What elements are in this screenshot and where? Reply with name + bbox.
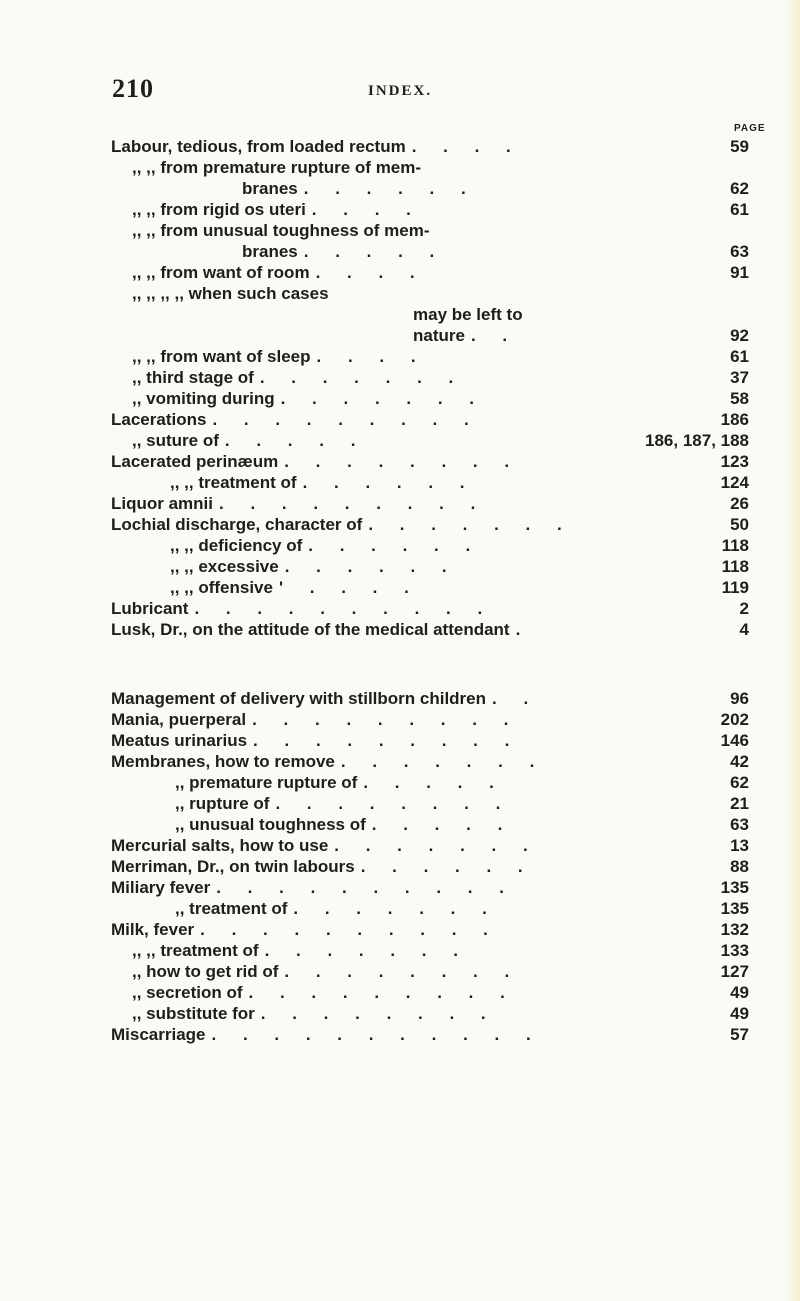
entry-text: Meatus urinarius [111, 731, 248, 750]
index-entry [132, 961, 749, 983]
index-entry [132, 283, 749, 305]
entry-page: 118 [721, 557, 749, 576]
entry-text: Lacerated perinæum [111, 452, 279, 471]
index-entry [132, 388, 749, 410]
entry-leader: . . . . . . [308, 536, 482, 555]
entry-leader: . . . . . . . . . [252, 710, 520, 729]
entry-text: ,, vomiting during [132, 389, 275, 408]
entry-page: 58 [730, 389, 749, 408]
entry-page: 4 [739, 620, 749, 639]
entry-text: ,, substitute for [132, 1004, 255, 1023]
entry-text: branes [242, 242, 298, 261]
entry-leader: . . . . [315, 263, 426, 282]
entry-page: 37 [730, 368, 749, 387]
entry-leader: ' . . . . [278, 578, 420, 597]
entry-leader: . . . . . . . . [284, 452, 521, 471]
index-entry [132, 199, 749, 221]
entry-text: Liquor amnii [111, 494, 213, 513]
entry-leader: . . . . . . [284, 557, 458, 576]
index-entry [132, 430, 749, 452]
page-number: 210 [112, 74, 154, 103]
entry-leader: . . . . . . . . . [212, 410, 480, 429]
index-entry [111, 514, 749, 536]
entry-leader: . . . . . . . [259, 368, 465, 387]
entry-leader: . . . . . . . . [260, 1004, 497, 1023]
entry-text: ,, ,, from unusual toughness of mem- [132, 221, 430, 240]
entry-leader: . . . . [316, 347, 427, 366]
entry-text: Miscarriage [111, 1025, 206, 1044]
index-entry [132, 940, 749, 962]
index-entry [175, 772, 749, 794]
entry-page: 63 [730, 815, 749, 834]
entry-page: 21 [730, 794, 749, 813]
entry-page: 61 [730, 347, 749, 366]
entry-page: 123 [720, 452, 749, 471]
entry-leader: . . . . . [303, 242, 446, 261]
entry-leader: . . . . . . . . [284, 962, 521, 981]
index-entry [132, 982, 749, 1004]
entry-text: ,, ,, ,, ,, when such cases [132, 284, 329, 303]
running-head: INDEX. [368, 83, 433, 99]
entry-page: 61 [730, 200, 749, 219]
entry-page: 135 [720, 899, 749, 918]
entry-page: 26 [730, 494, 749, 513]
index-entry [132, 262, 749, 284]
entry-text: Miliary fever [111, 878, 211, 897]
entry-leader: . . . . . . [360, 857, 534, 876]
index-entry [242, 178, 749, 200]
entry-leader: . . . . . [363, 773, 505, 792]
entry-text: ,, ,, deficiency of [170, 536, 303, 555]
index-entry [132, 346, 749, 368]
entry-text: ,, treatment of [175, 899, 288, 918]
entry-text: ,, ,, from premature rupture of mem- [132, 158, 422, 177]
entry-text: Lubricant [111, 599, 189, 618]
page-edge [786, 0, 800, 1301]
index-entry [111, 598, 749, 620]
entry-page: 186, 187, 188 [645, 431, 749, 450]
index-entry [132, 367, 749, 389]
entry-leader: . . . . . . . [340, 752, 546, 771]
index-entry [111, 877, 749, 899]
entry-page: 13 [730, 836, 749, 855]
entry-text: nature [413, 326, 465, 345]
page-column-label: PAGE [734, 123, 766, 134]
entry-text: ,, ,, from rigid os uteri [132, 200, 306, 219]
index-entry [175, 898, 749, 920]
entry-text: ,, ,, from want of room [132, 263, 310, 282]
entry-text: Merriman, Dr., on twin labours [111, 857, 355, 876]
entry-leader: . . . . . . [303, 179, 477, 198]
entry-page: 135 [720, 878, 749, 897]
entry-text: ,, unusual toughness of [175, 815, 366, 834]
entry-page: 146 [720, 731, 749, 750]
entry-page: 186 [720, 410, 749, 429]
index-entry [111, 493, 749, 515]
index-entry [175, 793, 749, 815]
index-entry [111, 619, 749, 641]
entry-leader: . . . . . [371, 815, 514, 834]
entry-page: 59 [730, 137, 749, 156]
index-entry [132, 157, 749, 179]
entry-page: 96 [730, 689, 749, 708]
entry-page: 62 [730, 773, 749, 792]
index-entry [132, 1003, 749, 1025]
index-entry [170, 472, 749, 494]
index-entry [170, 556, 749, 578]
entry-text: Lusk, Dr., on the attitude of the medical attendant [111, 620, 510, 639]
index-entry [111, 136, 749, 158]
entry-text: ,, ,, excessive [170, 557, 279, 576]
entry-leader: . . . . [311, 200, 422, 219]
index-entry [111, 451, 749, 473]
entry-page: 88 [730, 857, 749, 876]
entry-page: 49 [730, 983, 749, 1002]
index-entry [111, 856, 749, 878]
entry-text: ,, ,, from want of sleep [132, 347, 311, 366]
entry-text: Milk, fever [111, 920, 195, 939]
entry-page: 119 [721, 578, 749, 597]
entry-text: Management of delivery with stillborn children [111, 689, 487, 708]
entry-leader: . . . . . . . [334, 836, 539, 855]
index-entry [132, 220, 749, 242]
entry-text: ,, ,, offensive [170, 578, 273, 597]
index-entry [111, 919, 749, 941]
entry-leader: . . [470, 326, 519, 345]
entry-page: 118 [721, 536, 749, 555]
entry-leader: . . . . . . . [280, 389, 486, 408]
entry-leader: . . . . . . . . . [219, 494, 487, 513]
entry-text: ,, suture of [132, 431, 219, 450]
entry-page: 91 [730, 263, 749, 282]
entry-page: 63 [730, 242, 749, 261]
index-entry [111, 409, 749, 431]
entry-page: 49 [730, 1004, 749, 1023]
entry-text: Mania, puerperal [111, 710, 247, 729]
index-entry [170, 577, 749, 599]
entry-text: Labour, tedious, from loaded rectum [111, 137, 406, 156]
entry-leader: . . . . . . . . . . . [211, 1025, 542, 1044]
entry-page: 92 [730, 326, 749, 345]
entry-text: ,, secretion of [132, 983, 243, 1002]
entry-page: 133 [720, 941, 749, 960]
entry-text: ,, how to get rid of [132, 962, 279, 981]
entry-text: Membranes, how to remove [111, 752, 335, 771]
entry-leader: . . . . . . [302, 473, 476, 492]
entry-page: 57 [730, 1025, 749, 1044]
index-entry [111, 1024, 749, 1046]
entry-page: 127 [720, 962, 749, 981]
index-entry [170, 535, 749, 557]
entry-text: ,, third stage of [132, 368, 254, 387]
entry-text: Mercurial salts, how to use [111, 836, 329, 855]
index-entry [413, 304, 749, 326]
entry-page: 50 [730, 515, 749, 534]
index-entry [242, 241, 749, 263]
entry-page: 42 [730, 752, 749, 771]
entry-text: ,, ,, treatment of [170, 473, 297, 492]
index-entry [413, 325, 749, 347]
index-entry [111, 709, 749, 731]
index-entry [111, 688, 749, 710]
entry-leader: . . . . . . . . . [248, 983, 516, 1002]
entry-leader: . . . . . . . . . [253, 731, 521, 750]
entry-leader: . . . . . . . [264, 941, 469, 960]
entry-leader: . . . . . . . . [275, 794, 512, 813]
entry-text: Lacerations [111, 410, 207, 429]
entry-page: 132 [720, 920, 749, 939]
index-entry [111, 835, 749, 857]
entry-leader: . . [492, 689, 540, 708]
index-entry [111, 730, 749, 752]
entry-leader: . . . . . . . . . . [194, 599, 494, 618]
entry-text: may be left to [413, 305, 523, 324]
entry-leader: . [515, 620, 532, 639]
entry-text: ,, ,, treatment of [132, 941, 259, 960]
entry-page: 124 [720, 473, 749, 492]
entry-leader: . . . . . . . . . . [200, 920, 499, 939]
entry-leader: . . . . . [224, 431, 367, 450]
entry-page: 202 [720, 710, 749, 729]
entry-page: 62 [730, 179, 749, 198]
entry-leader: . . . . . . . [293, 899, 498, 918]
entry-text: branes [242, 179, 298, 198]
index-entry [111, 751, 749, 773]
entry-leader: . . . . [411, 137, 522, 156]
entry-leader: . . . . . . . [368, 515, 573, 534]
entry-page: 2 [739, 599, 749, 618]
entry-text: ,, rupture of [175, 794, 270, 813]
index-entry [175, 814, 749, 836]
entry-leader: . . . . . . . . . . [216, 878, 515, 897]
entry-text: Lochial discharge, character of [111, 515, 363, 534]
entry-text: ,, premature rupture of [175, 773, 358, 792]
